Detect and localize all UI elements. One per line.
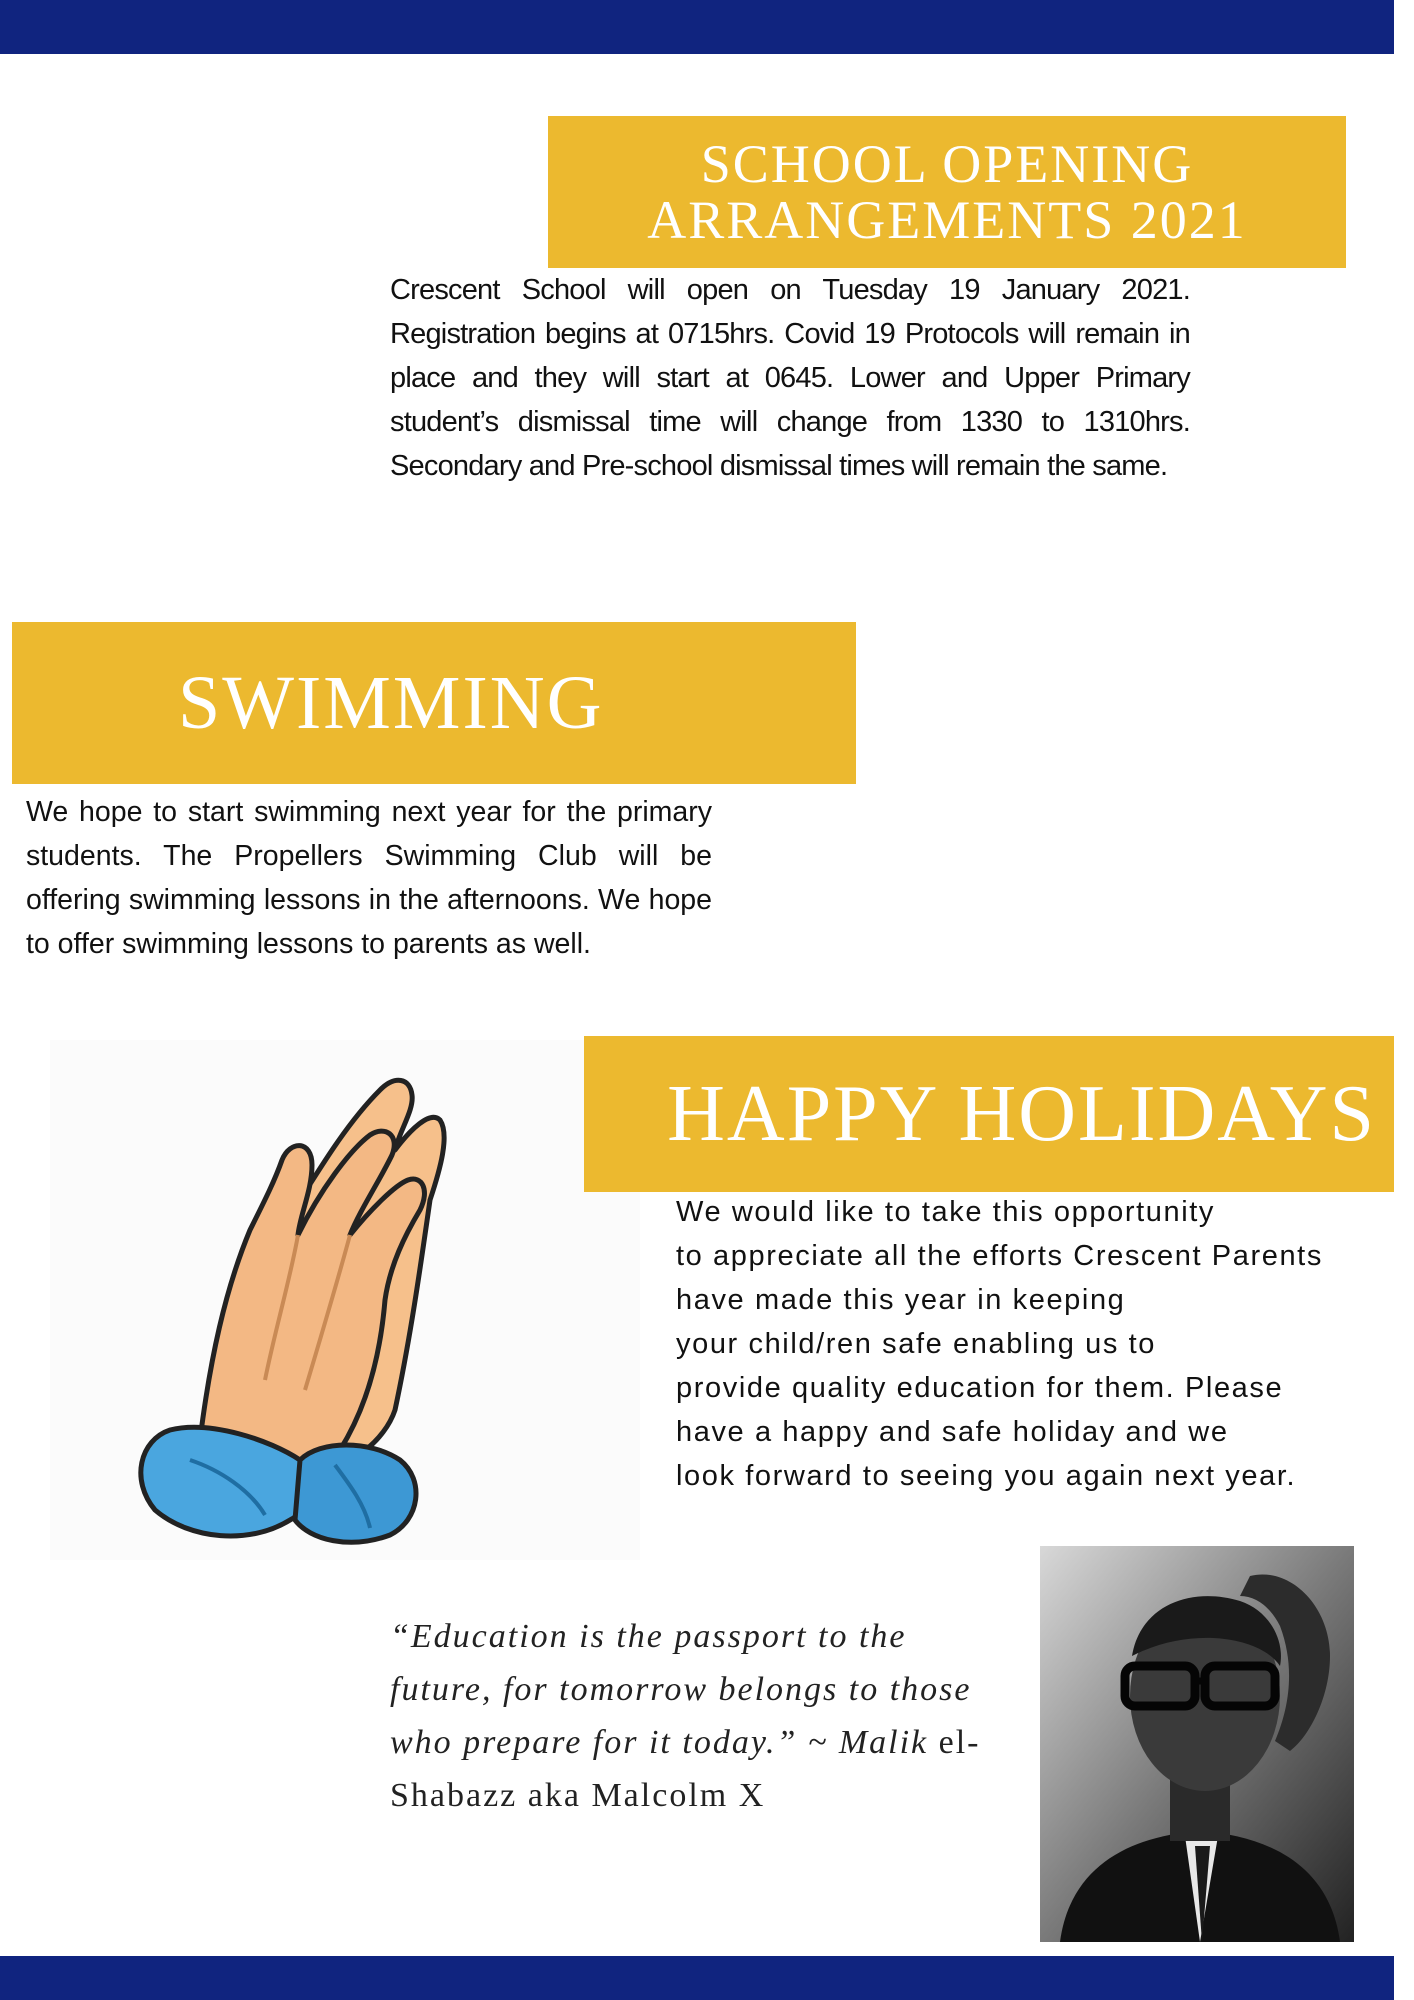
- opening-arrangements-text: Crescent School will open on Tuesday 19 January 2021. Registration begins at 0715hrs. Covid 19 Protocols will remain in place and they will start at 0645. Lower and Upper Primary student’s dismissal time will change from 1330 to 1310hrs. Secondary and Pre-school dismissal times will remain the same.: [390, 274, 1190, 482]
- holidays-line: provide quality education for them. Please: [676, 1372, 1284, 1404]
- education-quote: [390, 1610, 1000, 1822]
- opening-arrangements-banner: [548, 116, 1346, 268]
- swimming-title: SWIMMING: [178, 660, 604, 745]
- swimming-text: We hope to start swimming next year for the primary students. The Propellers Swimming Club will be offering swimming lessons in the afternoons. We hope to offer swimming lessons to parents as well.: [26, 796, 712, 960]
- quote-attribution: el-Shabazz aka Malcolm X: [390, 1724, 981, 1814]
- happy-holidays-banner: [584, 1036, 1394, 1192]
- holidays-line: We would like to take this opportunity: [676, 1196, 1216, 1228]
- holidays-title: HAPPY HOLIDAYS: [667, 1069, 1376, 1158]
- holidays-line: have a happy and safe holiday and we: [676, 1416, 1229, 1448]
- opening-title-line1: SCHOOL OPENING: [700, 134, 1194, 194]
- quote-text: “Education is the passport to the future, for tomorrow belongs to those who prepare for it today.” ~ Malik: [390, 1618, 972, 1761]
- swimming-banner: [12, 622, 856, 784]
- praying-hands-illustration: [50, 1040, 640, 1560]
- holidays-line: your child/ren safe enabling us to: [676, 1328, 1156, 1360]
- top-navy-band: [0, 0, 1394, 54]
- holidays-text: [676, 1190, 1396, 1498]
- opening-title-line2: ARRANGEMENTS 2021: [647, 190, 1247, 250]
- portrait-photo: [1040, 1546, 1354, 1942]
- holidays-line: to appreciate all the efforts Crescent Parents: [676, 1240, 1323, 1272]
- holidays-line: look forward to seeing you again next year.: [676, 1460, 1297, 1492]
- bottom-navy-band: [0, 1956, 1394, 2000]
- holidays-line: have made this year in keeping: [676, 1284, 1126, 1316]
